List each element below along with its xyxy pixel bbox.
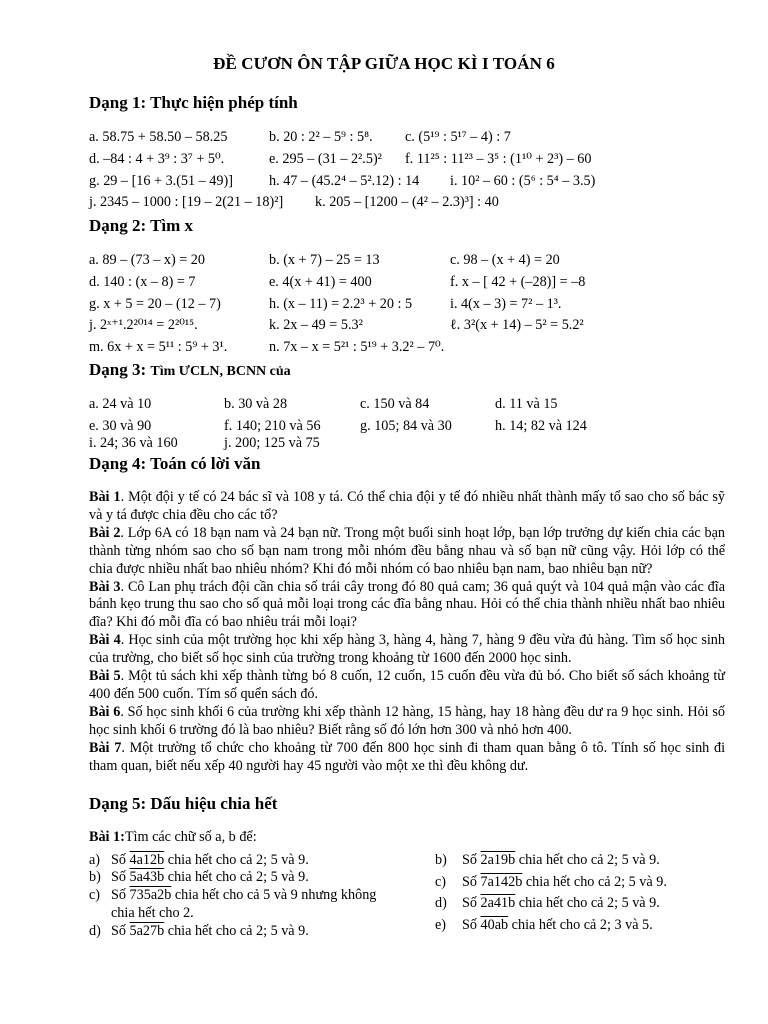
- list-item: a) Số 4a12b chia hết cho cả 2; 5 và 9.: [89, 852, 309, 868]
- document-title: ĐỀ CƯƠN ÔN TẬP GIỮA HỌC KÌ I TOÁN 6: [213, 54, 555, 73]
- exercise-item: j. 2345 – 1000 : [19 – 2(21 – 18)²]: [89, 194, 284, 210]
- exercise-item: e. 295 – (31 – 2².5)²: [269, 151, 382, 167]
- section-heading-3-sub: Tìm ƯCLN, BCNN của: [150, 364, 291, 379]
- exercise-item: f. x – [ 42 + (–28)] = –8: [450, 274, 586, 290]
- exercise-item: b. 20 : 2² – 5⁹ : 5⁸.: [269, 129, 373, 145]
- exercise-item: g. 29 – [16 + 3.(51 – 49)]: [89, 173, 233, 189]
- word-problem-3: Bài 3. Cô Lan phụ trách đội cần chia số trái cây trong đó 80 quả cam; 36 quả quýt và 104 quả mận vào các đĩa bánh kẹo trung thu sao cho số quả mỗi loại trong các đĩa bằng nhau. Hỏi có thể chia thành nhiều nhất bao nhiêu đĩa? Khi đó mỗi đĩa có bao nhiêu trái mỗi loại?: [89, 578, 725, 631]
- section-heading-1: Dạng 1: Thực hiện phép tính: [89, 93, 298, 112]
- exercise-item: e. 4(x + 41) = 400: [269, 274, 372, 290]
- section-heading-4: Dạng 4: Toán có lời văn: [89, 454, 261, 473]
- word-problem-6: Bài 6. Số học sinh khối 6 của trường khi xếp thành 12 hàng, 15 hàng, hay 18 hàng đều dư ra 9 học sinh. Hỏi số học sinh khối 6 trường đó là bao nhiêu? Biết rằng số đó lớn hơn 300 và nhỏ hơn 400.: [89, 703, 725, 738]
- exercise-item: b. 30 và 28: [224, 396, 288, 412]
- exercise-item: d. –84 : 4 + 3⁹ : 3⁷ + 5⁰.: [89, 151, 225, 167]
- exercise-item: h. (x – 11) = 2.2³ + 20 : 5: [269, 296, 413, 312]
- list-item: b) Số 5a43b chia hết cho cả 2; 5 và 9.: [89, 869, 309, 885]
- exercise-item: d. 11 và 15: [495, 396, 558, 412]
- exercise-row: [89, 129, 729, 149]
- word-problems: [89, 489, 725, 776]
- exercise-item: i. 4(x – 3) = 7² – 1³.: [450, 296, 562, 312]
- exercise-item: a. 24 và 10: [89, 396, 152, 412]
- exercise-row: [89, 173, 729, 193]
- exercise-item: h. 47 – (45.2⁴ – 5².12) : 14: [269, 173, 420, 189]
- exercise-row: [89, 296, 729, 316]
- word-problem-2: Bài 2. Lớp 6A có 18 bạn nam và 24 bạn nữ. Trong một buổi sinh hoạt lớp, bạn lớp trưởng dự kiến chia các bạn thành từng nhóm sao cho số bạn nam trong mỗi nhóm đều bằng nhau và số bạn nữ cũng vậy. Hỏi lớp có thể chia được nhiều nhất bao nhiêu nhóm? Khi đó mỗi nhóm có bao nhiêu bạn nam, bao nhiêu bạn nữ?: [89, 524, 726, 577]
- section-heading-3: [89, 360, 291, 380]
- exercise-item: c. 98 – (x + 4) = 20: [450, 252, 560, 268]
- exercise-row: [89, 339, 729, 359]
- exercise-item: n. 7x – x = 5²¹ : 5¹⁹ + 3.2² – 7⁰.: [269, 339, 445, 355]
- exercise-row: [89, 252, 729, 272]
- exercise-row: [89, 396, 729, 416]
- section-heading-2: Dạng 2: Tìm x: [89, 216, 194, 235]
- exercise-row: [89, 151, 729, 171]
- exercise-item: d. 140 : (x – 8) = 7: [89, 274, 196, 290]
- exercise-item: g. 105; 84 và 30: [360, 418, 452, 434]
- exercise-item: f. 140; 210 và 56: [224, 418, 321, 434]
- list-item: d) Số 2a41b chia hết cho cả 2; 5 và 9.: [435, 895, 660, 911]
- exercise-item: b. (x + 7) – 25 = 13: [269, 252, 380, 268]
- list-item: e) Số 40ab chia hết cho cả 2; 3 và 5.: [435, 917, 653, 933]
- list-item: d) Số 5a27b chia hết cho cả 2; 5 và 9.: [89, 923, 309, 939]
- exercise-row: [89, 194, 729, 214]
- exercise-item: a. 89 – (73 – x) = 20: [89, 252, 205, 268]
- word-problem-1: Bài 1. Một đội y tế có 24 bác sĩ và 108 y tá. Có thể chia đội y tế đó nhiều nhất thành mấy tổ sao cho số bác sỹ và y tá được chia đều cho các tổ?: [89, 489, 725, 523]
- exercise-item: m. 6x + x = 5¹¹ : 5⁹ + 3¹.: [89, 339, 228, 355]
- exercise-row: [89, 274, 729, 294]
- exercise-item: c. 150 và 84: [360, 396, 430, 412]
- section-heading-5: Dạng 5: Dấu hiệu chia hết: [89, 794, 278, 813]
- bai1-text: Tìm các chữ số a, b để:: [124, 829, 257, 845]
- list-item: c) Số 7a142b chia hết cho cả 2; 5 và 9.: [435, 874, 667, 890]
- exercise-row: [89, 317, 729, 337]
- bai1-prompt: [89, 829, 729, 849]
- word-problem-7: Bài 7. Một trường tổ chức cho khoảng từ 700 đến 800 học sinh đi tham quan bằng ô tô. Tính số học sinh đi tham quan, biết nếu xếp 40 người hay 45 người vào một xe thì đều không dư.: [89, 739, 726, 774]
- exercise-item: e. 30 và 90: [89, 418, 152, 434]
- exercise-item: f. 11²⁵ : 11²³ – 3⁵ : (1¹⁰ + 2³) – 60: [405, 151, 592, 167]
- list-item: b) Số 2a19b chia hết cho cả 2; 5 và 9.: [435, 852, 660, 868]
- word-problem-5: Bài 5. Một tủ sách khi xếp thành từng bó 8 cuốn, 12 cuốn, 15 cuốn đều vừa đủ bó. Cho biết số sách khoảng từ 400 đến 500 cuốn. Tím số quển sách đó.: [89, 668, 726, 702]
- exercise-item: k. 205 – [1200 – (4² – 2.3)³] : 40: [315, 194, 499, 210]
- exercise-item: j. 200; 125 và 75: [224, 435, 320, 451]
- exercise-item: a. 58.75 + 58.50 – 58.25: [89, 129, 228, 145]
- exercise-item: h. 14; 82 và 124: [495, 418, 587, 434]
- exercise-item: j. 2ˣ⁺¹.2²⁰¹⁴ = 2²⁰¹⁵.: [89, 317, 198, 333]
- bai1-label: Bài 1:: [89, 829, 125, 845]
- exercise-item: i. 24; 36 và 160: [89, 435, 178, 451]
- word-problem-4: Bài 4. Học sinh của một trường học khi xếp hàng 3, hàng 4, hàng 7, hàng 9 đều vừa đủ hàng. Tìm số học sinh của trường, cho biết số học sinh của trường trong khoảng từ 1600 đến 2000 học sinh.: [89, 632, 725, 667]
- exercise-item: k. 2x – 49 = 5.3²: [269, 317, 363, 333]
- section-heading-3-main: Dạng 3:: [89, 360, 147, 379]
- exercise-row: [89, 435, 729, 455]
- exercise-item: ℓ. 3²(x + 14) – 5² = 5.2²: [450, 317, 584, 333]
- exercise-item: g. x + 5 = 20 – (12 – 7): [89, 296, 221, 312]
- exercise-item: i. 10² – 60 : (5⁶ : 5⁴ – 3.5): [450, 173, 596, 189]
- list-item: c) Số 735a2b chia hết cho cả 5 và 9 nhưng không chia hết cho 2.: [89, 887, 377, 921]
- exercise-item: c. (5¹⁹ : 5¹⁷ – 4) : 7: [405, 129, 511, 145]
